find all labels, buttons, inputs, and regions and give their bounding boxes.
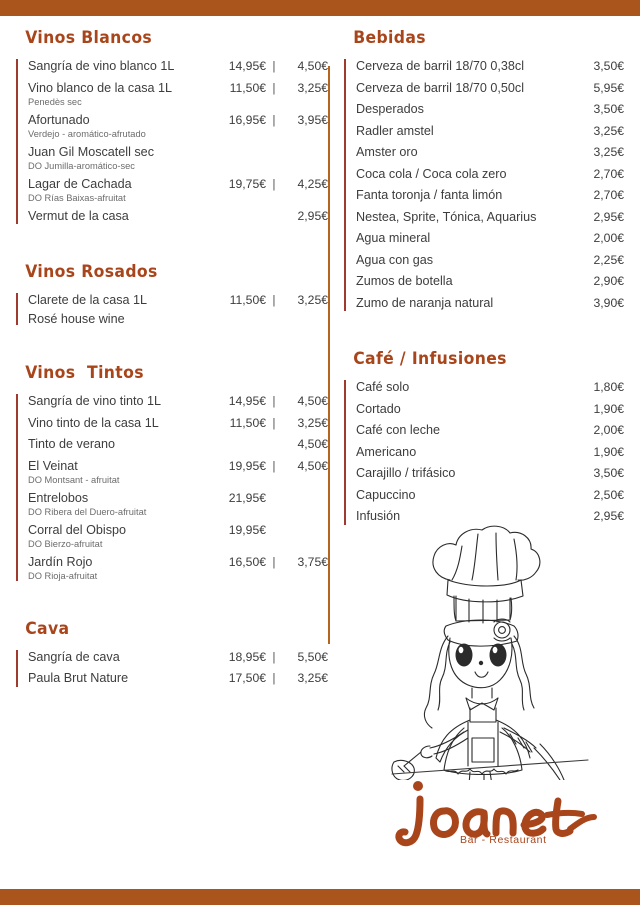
price-group [576, 274, 624, 288]
menu-item [356, 378, 624, 398]
price-separator: | [272, 554, 276, 569]
price-separator: | [272, 394, 276, 409]
section-gap [16, 333, 328, 363]
menu-item-name: Fanta toronja / fanta limón [356, 188, 503, 203]
price-glass: 3,75€ [297, 554, 328, 569]
menu-item-description: DO Jumilla-aromático-sec [28, 161, 135, 172]
price-separator: | [272, 649, 276, 664]
price-glass: 4,50€ [297, 458, 328, 473]
menu-item [356, 186, 624, 206]
menu-item-description: DO Montsant - afruitat [28, 475, 120, 486]
menu-item [356, 486, 624, 506]
menu-item-name: Nestea, Sprite, Tónica, Aquarius [356, 209, 537, 224]
price-group [214, 209, 328, 223]
price-glass: 3,25€ [297, 671, 328, 686]
menu-item-price: 2,95€ [593, 509, 624, 524]
menu-item-name: Americano [356, 444, 417, 459]
price-glass: 3,25€ [297, 80, 328, 95]
menu-item-price: 1,90€ [593, 401, 624, 416]
price-group [214, 293, 328, 307]
price-group [576, 231, 624, 245]
menu-item-name: Vermut de la casa [28, 208, 129, 223]
menu-item [28, 79, 328, 109]
menu-section [16, 363, 328, 583]
section-title: Vinos Blancos [25, 28, 153, 48]
menu-item-price: 3,50€ [593, 59, 624, 73]
menu-section [344, 349, 624, 527]
price-group [576, 124, 624, 138]
price-glass: 5,50€ [297, 649, 328, 664]
menu-item-name: El Veinat [28, 458, 78, 473]
menu-item [356, 251, 624, 271]
price-group [214, 394, 328, 408]
price-bottle: 11,50€ [229, 293, 266, 308]
menu-item-subtitle: Rosé house wine [28, 311, 125, 326]
menu-item-name: Sangría de cava [28, 649, 120, 664]
menu-item [28, 291, 328, 327]
menu-item-price: 2,70€ [593, 166, 624, 181]
price-glass: 3,95€ [297, 112, 328, 127]
menu-item [28, 143, 328, 173]
section-title: Vinos Rosados [25, 262, 158, 283]
price-group [576, 445, 624, 459]
price-group [576, 402, 624, 416]
price-separator: | [272, 80, 276, 95]
menu-item [356, 57, 624, 77]
menu-item [28, 457, 328, 487]
menu-item-row [28, 291, 328, 311]
menu-item [28, 111, 328, 141]
menu-item-row [356, 79, 624, 99]
menu-item-name: Cerveza de barril 18/70 0,38cl [356, 59, 525, 73]
price-separator: | [272, 112, 276, 127]
menu-item-name: Sangría de vino tinto 1L [28, 394, 162, 409]
price-group [214, 491, 328, 505]
menu-item-name: Zumos de botella [356, 274, 453, 289]
price-separator: | [272, 176, 276, 191]
menu-item [356, 143, 624, 163]
price-group [214, 177, 328, 191]
price-glass: 4,25€ [297, 176, 328, 191]
menu-item-name: Juan Gil Moscatell sec [28, 144, 154, 159]
menu-item-row [356, 251, 624, 271]
menu-item-name: Agua mineral [356, 231, 431, 246]
menu-item [28, 553, 328, 583]
menu-item-row [28, 648, 328, 668]
menu-section [16, 619, 328, 689]
menu-item-name: Vino tinto de la casa 1L [28, 415, 159, 430]
price-bottle: 19,75€ [228, 176, 266, 191]
menu-item [356, 79, 624, 99]
menu-item-name: Café con leche [356, 423, 441, 438]
menu-item-name: Carajillo / trifásico [356, 466, 456, 481]
brand-block [382, 522, 618, 852]
price-group [214, 113, 328, 127]
menu-item-name: Radler amstel [356, 123, 434, 138]
section-title: Bebidas [353, 28, 426, 48]
menu-item [28, 207, 328, 227]
menu-item-name: Lagar de Cachada [28, 176, 132, 191]
menu-item [356, 229, 624, 249]
price-bottle: 14,95€ [228, 394, 266, 409]
menu-item-name: Desperados [356, 102, 424, 117]
menu-item-price: 3,25€ [593, 123, 624, 138]
section-title: Cava [25, 618, 70, 639]
menu-item-name: Zumo de naranja natural [356, 295, 494, 310]
menu-item [28, 414, 328, 434]
price-glass: 4,50€ [297, 59, 328, 73]
brand-tagline: Bar - Restaurant [460, 834, 547, 846]
menu-item-row [356, 57, 624, 77]
price-group [576, 253, 624, 267]
price-group [576, 188, 624, 202]
price-bottle: 17,50€ [228, 671, 266, 686]
section-gap [16, 589, 328, 619]
price-bottle: 14,95€ [228, 59, 266, 73]
menu-item-row [356, 378, 624, 398]
price-bottle: 21,95€ [228, 490, 266, 505]
menu-item-name: Infusión [356, 509, 401, 524]
price-group [576, 145, 624, 159]
menu-item-name: Capuccino [356, 487, 416, 502]
menu-item [356, 208, 624, 228]
menu-item [356, 400, 624, 420]
menu-item-description: DO Rías Baixas-afruitat [28, 193, 126, 204]
price-glass: 3,25€ [297, 415, 328, 430]
menu-item-row [28, 414, 328, 434]
menu-item-row [356, 272, 624, 292]
menu-item [28, 175, 328, 205]
price-group [576, 488, 624, 502]
price-glass: 4,50€ [297, 394, 328, 409]
menu-item-list [16, 57, 328, 226]
price-group [214, 523, 328, 537]
menu-item-row [356, 122, 624, 142]
price-separator: | [272, 293, 276, 308]
menu-item-price: 1,90€ [593, 444, 624, 459]
section-title: Café / Infusiones [353, 349, 507, 370]
menu-item-row [356, 143, 624, 163]
menu-item-name: Tinto de verano [28, 437, 116, 452]
menu-item-price: 2,70€ [593, 188, 624, 203]
menu-item-name: Cerveza de barril 18/70 0,50cl [356, 80, 525, 95]
price-bottle: 16,95€ [228, 112, 266, 127]
menu-item-row [356, 486, 624, 506]
menu-item-price: 3,25€ [593, 145, 624, 160]
menu-item-name: Café solo [356, 380, 410, 395]
price-group [576, 167, 624, 181]
price-separator: | [272, 458, 276, 473]
price-bottle: 16,50€ [228, 554, 266, 569]
menu-item-name: Agua con gas [356, 252, 434, 267]
menu-item [356, 165, 624, 185]
menu-item-row [356, 421, 624, 441]
price-group [576, 380, 624, 394]
menu-item-name: Corral del Obispo [28, 522, 126, 537]
price-group [214, 437, 328, 451]
price-group [576, 466, 624, 480]
menu-item-list [16, 291, 328, 327]
menu-item [28, 392, 328, 412]
price-group [214, 459, 328, 473]
menu-item-row [356, 208, 624, 228]
menu-item-row [28, 435, 328, 455]
menu-item-name: Coca cola / Coca cola zero [356, 166, 507, 181]
price-bottle: 19,95€ [228, 522, 266, 537]
menu-item-price: 2,25€ [593, 252, 624, 267]
menu-item-name: Cortado [356, 401, 401, 416]
price-group [576, 423, 624, 437]
price-group [576, 296, 624, 310]
menu-item-description: DO Rioja-afruitat [28, 571, 98, 582]
price-separator: | [272, 415, 276, 430]
menu-item-name: Afortunado [28, 112, 90, 127]
menu-item-list [344, 57, 624, 313]
menu-item-price: 2,95€ [593, 209, 624, 224]
chef-girl-illustration [390, 522, 590, 780]
menu-item [28, 648, 328, 668]
menu-item [356, 421, 624, 441]
price-group [576, 210, 624, 224]
menu-item-row [356, 400, 624, 420]
price-bottle: 18,95€ [228, 649, 266, 664]
menu-item [356, 100, 624, 120]
menu-item-row [356, 165, 624, 185]
menu-item-name: Jardín Rojo [28, 554, 93, 569]
menu-item [28, 435, 328, 455]
menu-item-row [356, 229, 624, 249]
menu-item-name: Entrelobos [28, 490, 89, 505]
menu-item-price: 2,90€ [593, 274, 624, 289]
price-group [214, 81, 328, 95]
menu-item-name: Clarete de la casa 1L [28, 293, 148, 308]
menu-item-price: 2,00€ [593, 231, 624, 246]
price-bottle: 19,95€ [228, 458, 266, 473]
menu-item [28, 489, 328, 519]
column-divider [328, 66, 330, 644]
price-group [214, 650, 328, 664]
price-group [214, 59, 328, 73]
price-glass: 3,25€ [297, 293, 328, 308]
menu-item-list [16, 392, 328, 583]
menu-item-price: 5,95€ [593, 80, 624, 95]
menu-item [356, 122, 624, 142]
price-bottle: 11,50€ [229, 80, 266, 95]
menu-item-row [28, 392, 328, 412]
section-gap [344, 319, 624, 349]
menu-item-price: 3,90€ [593, 295, 624, 310]
price-separator: | [272, 671, 276, 686]
menu-item-description: DO Bierzo-afruitat [28, 539, 103, 550]
price-separator: | [272, 59, 276, 73]
price-group [214, 555, 328, 569]
menu-item-row [356, 186, 624, 206]
menu-item-description: Penedès sec [28, 97, 82, 108]
menu-item-name: Sangría de vino blanco 1L [28, 59, 175, 73]
price-group [214, 671, 328, 685]
section-title: Vinos Tintos [25, 363, 144, 384]
menu-item-name: Paula Brut Nature [28, 671, 129, 686]
menu-item [356, 464, 624, 484]
menu-item-name: Amster oro [356, 145, 418, 160]
menu-item-row [28, 669, 328, 689]
left-column [16, 28, 328, 889]
menu-item-description: DO Ribera del Duero-afruitat [28, 507, 147, 518]
menu-item [356, 294, 624, 314]
price-glass: 2,95€ [297, 208, 328, 223]
menu-item-price: 2,00€ [593, 423, 624, 438]
menu-item-row [356, 443, 624, 463]
price-group [214, 416, 328, 430]
menu-item [356, 443, 624, 463]
menu-item-list [16, 648, 328, 689]
menu-item-description: Verdejo - aromático-afrutado [28, 129, 146, 140]
price-bottle: 11,50€ [229, 415, 266, 430]
menu-item-price: 3,50€ [593, 466, 624, 481]
menu-item [28, 57, 328, 77]
menu-item [28, 521, 328, 551]
menu-item [356, 272, 624, 292]
price-glass: 4,50€ [297, 437, 328, 452]
menu-item-row [356, 100, 624, 120]
menu-item-row [356, 294, 624, 314]
menu-item-row [356, 464, 624, 484]
menu-item-row [28, 207, 328, 227]
menu-item-list [344, 378, 624, 527]
menu-item-row [28, 57, 328, 77]
price-group [576, 102, 624, 116]
section-gap [16, 232, 328, 262]
bottom-border-bar [0, 889, 640, 905]
menu-section [16, 262, 328, 327]
menu-item-name: Vino blanco de la casa 1L [28, 80, 173, 95]
menu-item [28, 669, 328, 689]
price-group [576, 59, 624, 73]
price-group [576, 81, 624, 95]
menu-item-price: 2,50€ [593, 487, 624, 502]
menu-item-price: 3,50€ [593, 102, 624, 117]
top-border-bar [0, 0, 640, 16]
menu-section [344, 28, 624, 313]
menu-item-price: 1,80€ [593, 380, 624, 395]
menu-section [16, 28, 328, 226]
